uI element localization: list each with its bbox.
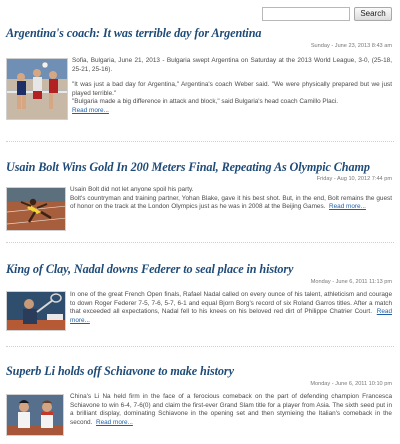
volleyball-photo[interactable] — [6, 58, 68, 120]
read-more-link[interactable]: Read more... — [72, 106, 109, 114]
article-title[interactable]: Superb Li holds off Schiavone to make history — [6, 364, 234, 378]
article-paragraph — [70, 291, 392, 325]
article-title[interactable]: Argentina's coach: It was terrible day for Argentina — [6, 26, 262, 40]
tennis-photo[interactable] — [6, 291, 66, 331]
search-button[interactable]: Search — [354, 7, 392, 21]
divider — [6, 346, 394, 347]
article-date: Monday - June 6, 2011 11:13 pm — [310, 279, 392, 285]
search-input[interactable] — [262, 7, 350, 21]
article-body — [70, 186, 392, 212]
tennis-players-photo[interactable] — [6, 394, 64, 436]
divider — [6, 141, 394, 142]
article-paragraph-text: Bolt's countryman and training partner, Yohan Blake, gave it his best shot. But, in the end, Bolt remains the guest of honor on the track at the London Olympics just as he was in 2008 at the Beijing Games. — [70, 194, 392, 211]
article-paragraph: "It was just a bad day for Argentina," Argentina's coach Weber said. "We were physically prepared but we just played terrible." — [72, 81, 392, 97]
article-li-na — [6, 364, 394, 440]
read-more-link[interactable]: Read more... — [95, 418, 133, 426]
article-date: Friday - Aug 10, 2012 7:44 pm — [316, 176, 392, 182]
article-date: Sunday - June 23, 2013 8:43 am — [310, 43, 392, 49]
article-argentina — [6, 26, 394, 132]
article-title[interactable]: King of Clay, Nadal downs Federer to seal place in history — [6, 262, 294, 276]
divider — [6, 242, 394, 243]
article-date: Monday - June 6, 2011 10:10 pm — [310, 381, 392, 387]
article-usain-bolt — [6, 160, 394, 232]
article-paragraph: Sofia, Bulgaria, June 21, 2013 - Bulgaria swept Argentina on Saturday at the 2013 World League, 3-0, (25-18, 25-21, 25-16). — [72, 57, 392, 73]
article-paragraph: Usain Bolt did not let anyone spoil his party. — [70, 186, 194, 193]
article-paragraph — [70, 393, 392, 427]
article-paragraph: "Bulgaria made a big difference in attack and block," said Bulgaria's head coach Camillo Placi. — [72, 98, 339, 106]
article-paragraph-text: China's Li Na held firm in the face of a ferocious comeback on the part of defending champion Francesca Schiavone to win 6-4, 7-6(0) and claim the first-ever Grand Slam title for a player from Asia. The sixth seed put in a brilliant display, dominating Schiavone in the opening set and then stymieing the Italian's comeback in the second. — [70, 393, 392, 426]
sprinter-photo[interactable] — [6, 187, 66, 231]
article-nadal — [6, 262, 394, 334]
article-body — [70, 393, 392, 427]
read-more-link[interactable]: Read more... — [70, 308, 392, 324]
article-paragraph — [70, 195, 392, 212]
search-bar — [262, 7, 392, 21]
article-paragraph-text: In one of the great French Open finals, Rafael Nadal called on every ounce of his talent, athleticism and courage to down Roger Federer 7-5, 7-6, 5-7, 6-1 and equal Bjorn Borg's record of six Roland Garros titles. After a match that exceeded all expectations, Nadal fell to his knees on his beloved red dirt of Philippe Chatrier Court. — [70, 291, 392, 316]
read-more-link[interactable]: Read more... — [328, 203, 366, 211]
article-body — [70, 291, 392, 325]
article-title[interactable]: Usain Bolt Wins Gold In 200 Meters Final, Repeating As Olympic Champ — [6, 160, 370, 174]
article-body — [72, 57, 392, 116]
